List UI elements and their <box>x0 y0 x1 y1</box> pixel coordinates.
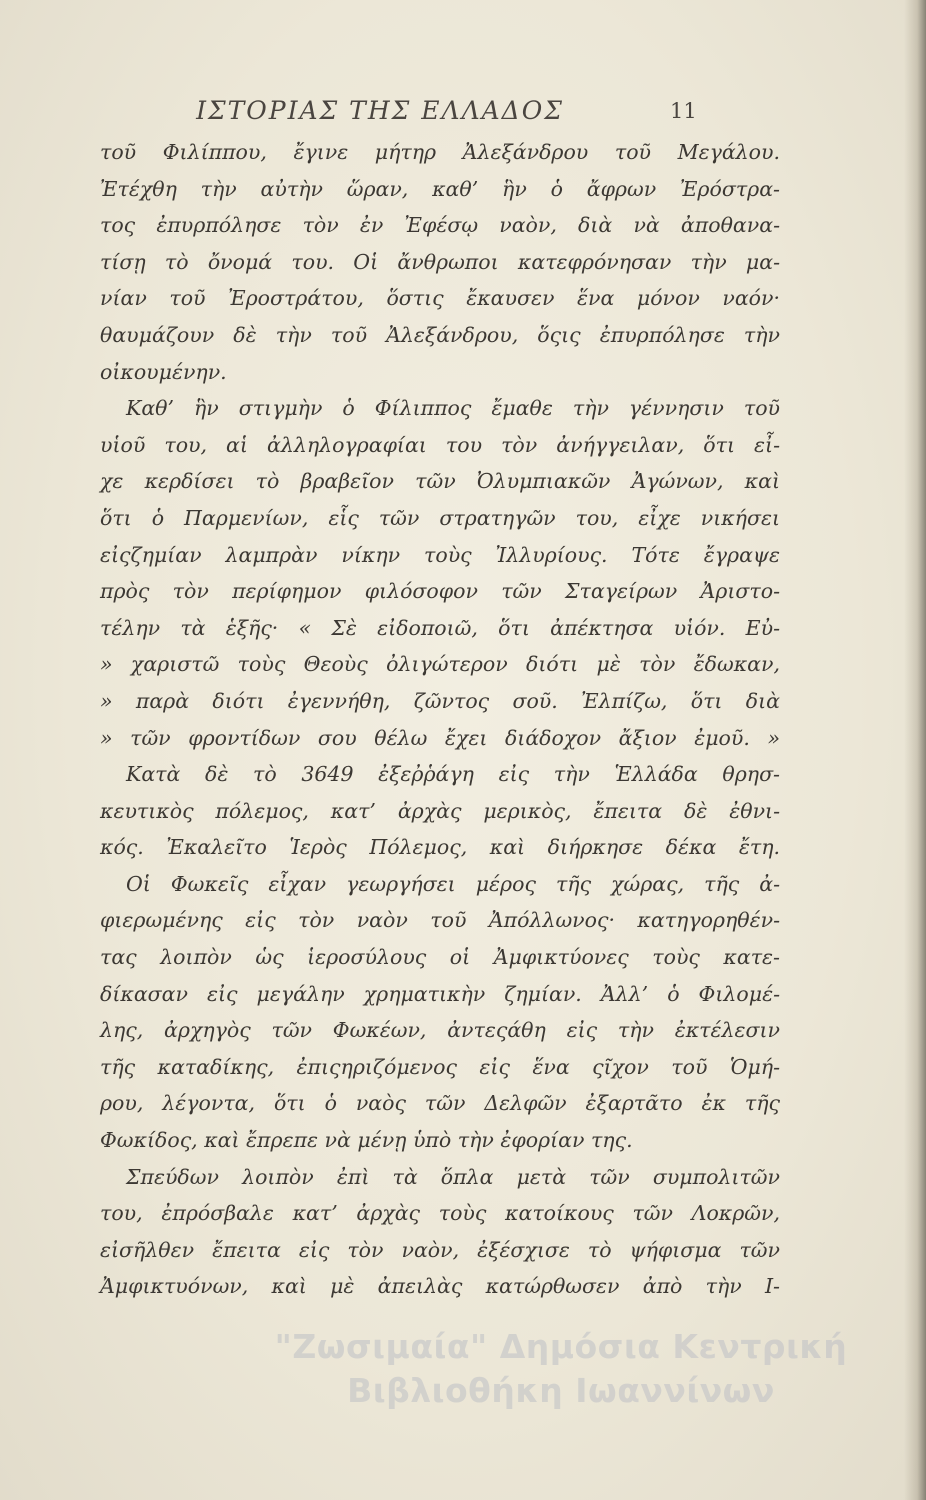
text-line: λης, ἀρχηγὸς τῶν Φωκέων, ἀντεςάθη εἰς τὴν ἐκτέλεσιν <box>100 1018 780 1043</box>
text-line: οἰκουμένην. <box>100 359 227 384</box>
text-line: φιερωμένης εἰς τὸν ναὸν τοῦ Ἀπόλλωνος· κατηγορηθέν- <box>100 908 780 933</box>
text-line: χε κερδίσει τὸ βραβεῖον τῶν Ὀλυμπιακῶν Ἀγώνων, καὶ <box>100 469 780 494</box>
text-line: τίσῃ τὸ ὄνομά του. Οἱ ἄνθρωποι κατεφρόνησαν τὴν μα- <box>100 249 780 274</box>
text-line: Ἐτέχθη τὴν αὐτὴν ὥραν, καθ’ ἣν ὁ ἄφρων Ἐρόστρα- <box>100 176 780 201</box>
text-line: κός. Ἐκαλεῖτο Ἱερὸς Πόλεμος, καὶ διήρκησε δέκα ἔτη. <box>100 835 780 860</box>
text-line: Οἱ Φωκεῖς εἶχαν γεωργήσει μέρος τῆς χώρας, τῆς ἀ- <box>126 871 780 896</box>
page-gutter-shadow <box>904 0 926 1500</box>
watermark-line-2: Βιβλιοθήκη Ιωαννίνων <box>347 1371 775 1410</box>
text-line: ρου, λέγοντα, ὅτι ὁ ναὸς τῶν Δελφῶν ἐξαρτᾶτο ἐκ τῆς <box>100 1091 780 1116</box>
text-line: τέλην τὰ ἑξῆς· « Σὲ εἰδοποιῶ, ὅτι ἀπέκτησα υἱόν. Εὐ- <box>100 615 780 640</box>
text-line: εἰςζημίαν λαμπρὰν νίκην τοὺς Ἰλλυρίους. Τότε ἔγραψε <box>100 542 780 567</box>
text-line: τας λοιπὸν ὡς ἱεροσύλους οἱ Ἀμφικτύονες τοὺς κατε- <box>100 945 780 970</box>
text-line: Φωκίδος, καὶ ἔπρεπε νὰ μένῃ ὑπὸ τὴν ἐφορίαν της. <box>100 1128 633 1153</box>
watermark-line-1: "Ζωσιμαία" Δημόσια Κεντρική <box>274 1327 848 1366</box>
text-line: » χαριστῶ τοὺς Θεοὺς ὀλιγώτερον διότι μὲ τὸν ἔδωκαν, <box>100 652 780 677</box>
text-line: του, ἐπρόσβαλε κατ’ ἀρχὰς τοὺς κατοίκους τῶν Λοκρῶν, <box>100 1201 780 1226</box>
text-line: κευτικὸς πόλεμος, κατ’ ἀρχὰς μερικὸς, ἔπειτα δὲ ἐθνι- <box>100 798 780 823</box>
text-line: υἱοῦ του, αἱ ἀλληλογραφίαι του τὸν ἀνήγγειλαν, ὅτι εἶ- <box>100 432 780 457</box>
text-line: δίκασαν εἰς μεγάλην χρηματικὴν ζημίαν. Ἀλλ’ ὁ Φιλομέ- <box>100 981 780 1006</box>
text-line: τος ἐπυρπόλησε τὸν ἐν Ἐφέσῳ ναὸν, διὰ νὰ ἀποθανα- <box>100 213 780 238</box>
page-number: 11 <box>670 99 697 123</box>
text-line: Κατὰ δὲ τὸ 3649 ἐξεῤῥάγη εἰς τὴν Ἑλλάδα θρησ- <box>126 762 780 787</box>
text-line: εἰσῆλθεν ἔπειτα εἰς τὸν ναὸν, ἐξέσχισε τὸ ψήφισμα τῶν <box>100 1237 780 1262</box>
text-line: θαυμάζουν δὲ τὴν τοῦ Ἀλεξάνδρου, ὅςις ἐπυρπόλησε τὴν <box>100 322 780 347</box>
text-line: » παρὰ διότι ἐγεννήθη, ζῶντος σοῦ. Ἐλπίζω, ὅτι διὰ <box>100 688 780 713</box>
text-line: Σπεύδων λοιπὸν ἐπὶ τὰ ὅπλα μετὰ τῶν συμπολιτῶν <box>126 1164 780 1189</box>
text-line: πρὸς τὸν περίφημον φιλόσοφον τῶν Σταγείρων Ἀριστο- <box>100 579 780 604</box>
running-title: ΙΣΤΟΡΙΑΣ ΤΗΣ ΕΛΛΑΔΟΣ <box>196 96 564 125</box>
text-line: τοῦ Φιλίππου, ἔγινε μήτηρ Ἀλεξάνδρου τοῦ Μεγάλου. <box>100 140 780 164</box>
text-line: Καθ’ ἣν στιγμὴν ὁ Φίλιππος ἔμαθε τὴν γέννησιν τοῦ <box>126 396 780 421</box>
library-watermark <box>236 1325 886 1413</box>
body-text <box>100 134 780 1305</box>
page-header <box>0 96 926 136</box>
text-line: ὅτι ὁ Παρμενίων, εἷς τῶν στρατηγῶν του, εἶχε νικήσει <box>100 505 780 530</box>
text-line: » τῶν φροντίδων σου θέλω ἔχει διάδοχον ἄξιον ἐμοῦ. » <box>100 725 780 750</box>
text-line: τῆς καταδίκης, ἐπιςηριζόμενος εἰς ἕνα ςῖχον τοῦ Ὁμή- <box>100 1054 780 1079</box>
text-line: νίαν τοῦ Ἐροστράτου, ὅστις ἔκαυσεν ἕνα μόνον ναόν· <box>100 286 780 311</box>
text-line: Ἀμφικτυόνων, καὶ μὲ ἀπειλὰς κατώρθωσεν ἀπὸ τὴν Ι- <box>100 1274 780 1299</box>
